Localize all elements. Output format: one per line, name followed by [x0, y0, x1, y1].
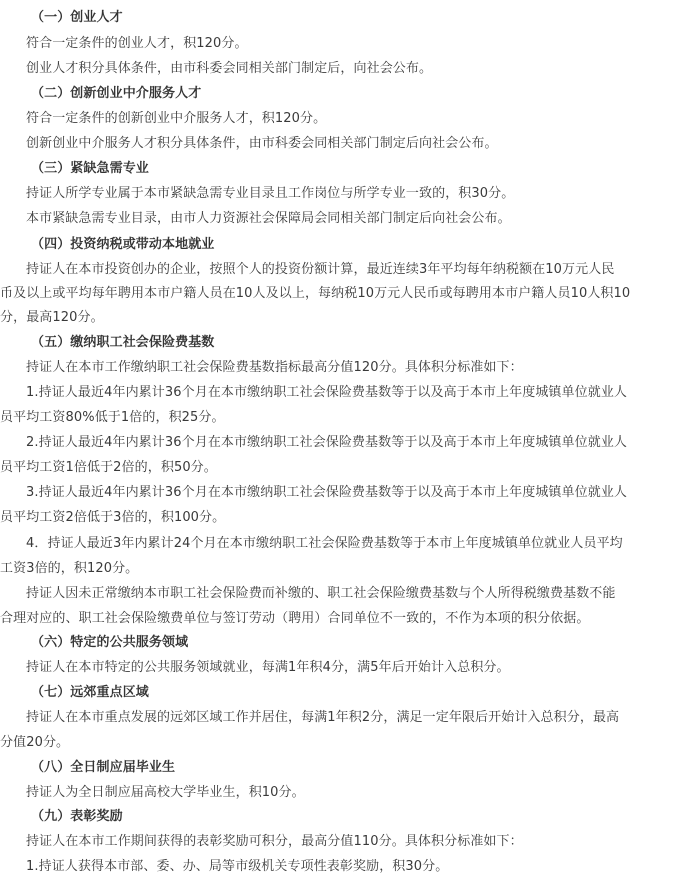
paragraph-line: 符合一定条件的创新创业中介服务人才，积120分。: [26, 111, 327, 126]
paragraph-line: 员平均工资80%低于1倍的，积25分。: [0, 410, 225, 425]
paragraph-line: 3.持证人最近4年内累计36个月在本市缴纳职工社会保险费基数等于以及高于本市上年度城镇单位就业人: [26, 485, 628, 500]
paragraph-line: 创新创业中介服务人才积分具体条件，由市科委会同相关部门制定后向社会公布。: [26, 136, 498, 151]
paragraph-line: 持证人在本市工作缴纳职工社会保险费基数指标最高分值120分。具体积分标准如下：: [26, 360, 523, 375]
paragraph-line: 合理对应的、职工社会保险缴费单位与签订劳动（聘用）合同单位不一致的，不作为本项的积分依据。: [0, 611, 590, 626]
paragraph-line: 本市紧缺急需专业目录，由市人力资源社会保障局会同相关部门制定后向社会公布。: [26, 211, 511, 226]
section-heading-2: （二）创新创业中介服务人才: [31, 86, 202, 101]
paragraph-line: 工资3倍的，积120分。: [0, 561, 139, 576]
section-heading-1: （一）创业人才: [31, 10, 123, 25]
paragraph-line: 持证人所学专业属于本市紧缺急需专业目录且工作岗位与所学专业一致的，积30分。: [26, 186, 515, 201]
paragraph-line: 持证人在本市重点发展的远郊区域工作并居住，每满1年积2分，满足一定年限后开始计入总积分，最高: [26, 710, 620, 725]
paragraph-line: 持证人为全日制应届高校大学毕业生，积10分。: [26, 785, 305, 800]
paragraph-line: 分，最高120分。: [0, 310, 104, 325]
paragraph-line: 持证人因未正常缴纳本市职工社会保险费而补缴的、职工社会保险缴费基数与个人所得税缴费基数不能: [26, 586, 616, 601]
paragraph-line: 2.持证人最近4年内累计36个月在本市缴纳职工社会保险费基数等于以及高于本市上年度城镇单位就业人: [26, 435, 628, 450]
section-heading-4: （四）投资纳税或带动本地就业: [31, 237, 215, 252]
section-heading-3: （三）紧缺急需专业: [31, 161, 149, 176]
paragraph-line: 员平均工资2倍低于3倍的，积100分。: [0, 510, 226, 525]
paragraph-line: 持证人在本市投资创办的企业，按照个人的投资份额计算，最近连续3年平均每年纳税额在10万元人民: [26, 262, 615, 277]
section-heading-6: （六）特定的公共服务领域: [31, 635, 189, 650]
paragraph-line: 币及以上或平均每年聘用本市户籍人员在10人及以上，每纳税10万元人民币或每聘用本市户籍人员10人积10: [0, 286, 631, 301]
section-heading-5: （五）缴纳职工社会保险费基数: [31, 335, 215, 350]
paragraph-line: 符合一定条件的创业人才，积120分。: [26, 36, 248, 51]
paragraph-line: 分值20分。: [0, 735, 70, 750]
section-heading-7: （七）远郊重点区域: [31, 685, 149, 700]
section-heading-9: （九）表彰奖励: [31, 809, 123, 824]
paragraph-line: 1.持证人获得本市部、委、办、局等市级机关专项性表彰奖励，积30分。: [26, 859, 449, 874]
paragraph-line: 持证人在本市特定的公共服务领域就业，每满1年积4分，满5年后开始计入总积分。: [26, 660, 510, 675]
paragraph-line: 4．持证人最近3年内累计24个月在本市缴纳职工社会保险费基数等于本市上年度城镇单位就业人员平均: [26, 536, 623, 551]
paragraph-line: 员平均工资1倍低于2倍的，积50分。: [0, 460, 217, 475]
paragraph-line: 1.持证人最近4年内累计36个月在本市缴纳职工社会保险费基数等于以及高于本市上年度城镇单位就业人: [26, 385, 628, 400]
paragraph-line: 持证人在本市工作期间获得的表彰奖励可积分，最高分值110分。具体积分标准如下：: [26, 834, 523, 849]
section-heading-8: （八）全日制应届毕业生: [31, 760, 176, 775]
paragraph-line: 创业人才积分具体条件，由市科委会同相关部门制定后，向社会公布。: [26, 61, 433, 76]
